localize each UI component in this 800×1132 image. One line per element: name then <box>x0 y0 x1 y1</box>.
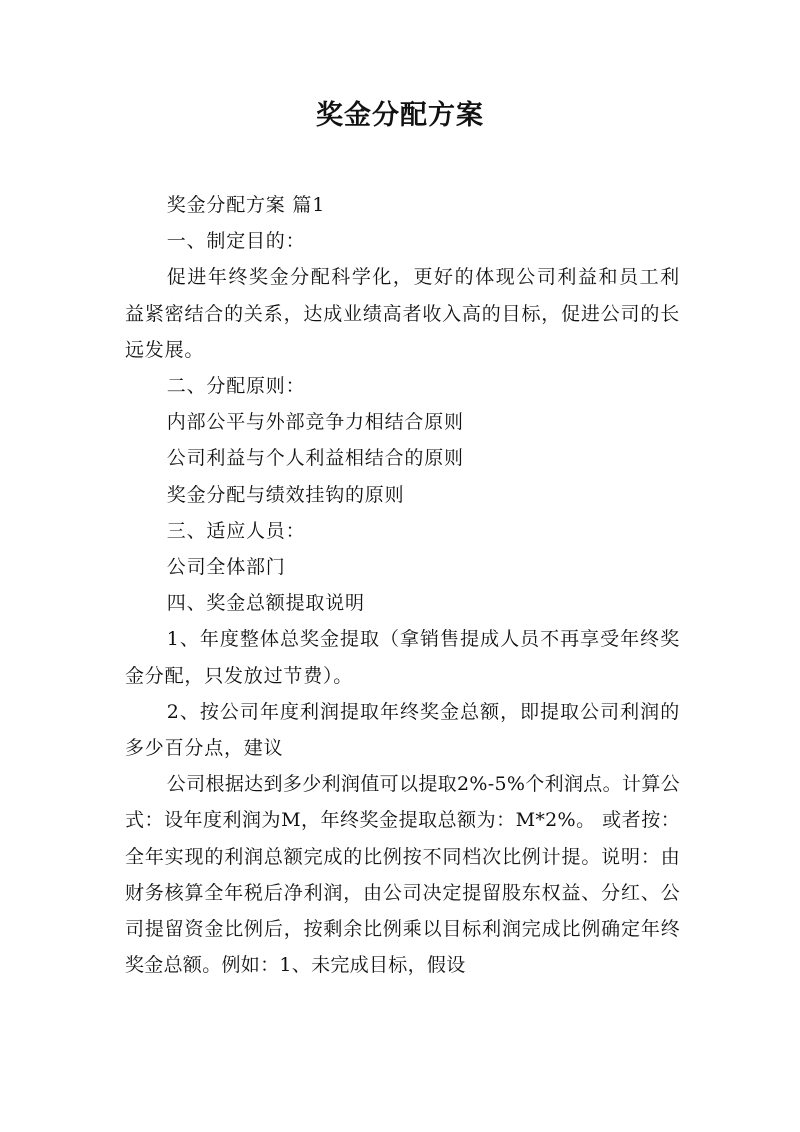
paragraph-extraction-2: 2、按公司年度利润提取年终奖金总额，即提取公司利润的多少百分点，建议 <box>125 700 680 760</box>
paragraph-section-heading: 奖金分配方案 篇1 <box>166 194 326 216</box>
paragraph-extraction-formula: 公司根据达到多少利润值可以提取2%-5%个利润点。计算公式：设年度利润为M，年终奖金提取总额为：M*2%。 或者按：全年实现的利润总额完成的比例按不同档次比例计提。说明：由财务核算全年税后净利润，由公司决定提留股东权益、分红、公司提留资金比例后，按剩余比例乘以目标利润完成比例确定年终奖金总额。例如：1、未完成目标，假设 <box>125 773 680 977</box>
paragraph-principle-1: 内部公平与外部竞争力相结合原则 <box>166 411 464 434</box>
paragraph-extraction-1: 1、年度整体总奖金提取（拿销售提成人员不再享受年终奖金分配，只发放过节费）。 <box>125 628 680 687</box>
paragraph-heading-principles: 二、分配原则： <box>166 375 306 398</box>
paragraph-heading-scope: 三、适应人员： <box>166 519 306 542</box>
paragraph-principle-3: 奖金分配与绩效挂钩的原则 <box>166 483 405 506</box>
paragraph-scope: 公司全体部门 <box>166 556 286 579</box>
paragraph-principle-2: 公司利益与个人利益相结合的原则 <box>166 447 464 470</box>
paragraph-heading-extraction: 四、奖金总额提取说明 <box>166 592 365 615</box>
document-title: 奖金分配方案 <box>316 100 484 131</box>
paragraph-purpose: 促进年终奖金分配科学化，更好的体现公司利益和员工利益紧密结合的关系，达成业绩高者收入高的目标，促进公司的长远发展。 <box>125 266 680 361</box>
document-body <box>125 187 680 983</box>
paragraph-heading-purpose: 一、制定目的： <box>166 230 306 253</box>
